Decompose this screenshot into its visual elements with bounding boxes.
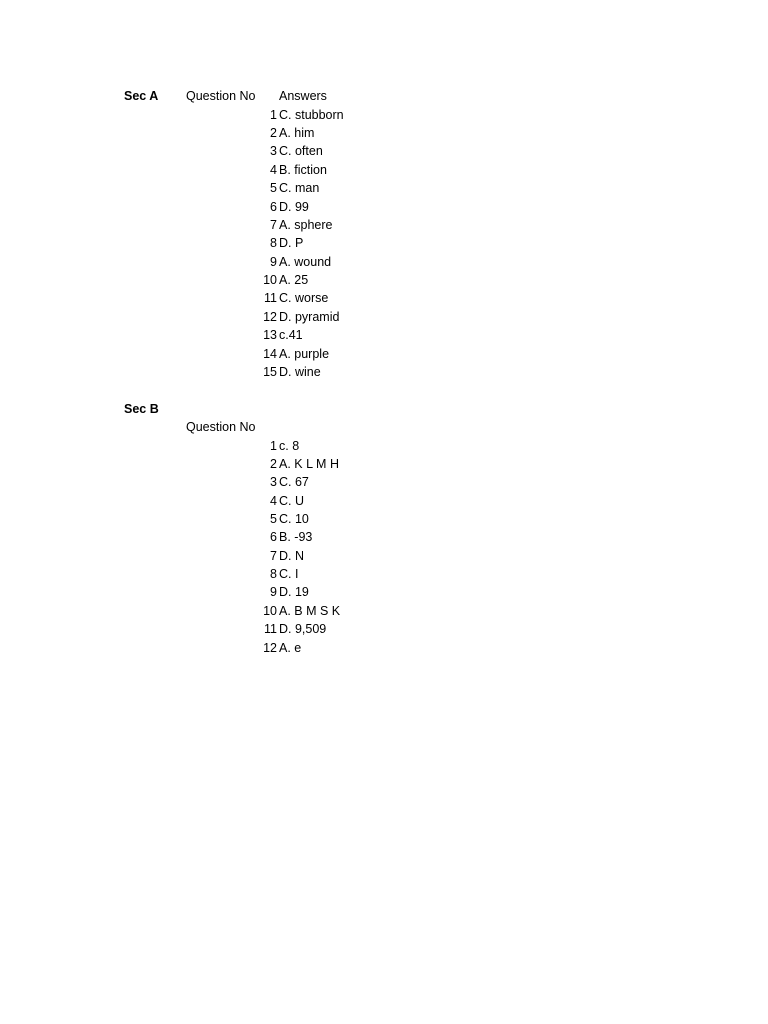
question-number: 2	[270, 126, 277, 140]
question-number: 9	[270, 585, 277, 599]
answer: C. I	[279, 567, 299, 581]
answer: C. U	[279, 494, 304, 508]
answer: D. 9,509	[279, 622, 327, 636]
question-number: 5	[270, 512, 277, 526]
table-row	[0, 253, 768, 271]
table-row	[0, 198, 768, 216]
table-row	[0, 216, 768, 234]
table-row	[0, 583, 768, 601]
answer: D. P	[279, 236, 304, 250]
table-row	[0, 602, 768, 620]
sec-b-header-row	[0, 400, 768, 418]
table-row	[0, 639, 768, 657]
question-number: 7	[270, 549, 277, 563]
question-number: 4	[270, 163, 277, 177]
question-number: 11	[264, 291, 277, 305]
answer: A. B M S K	[279, 604, 341, 618]
question-number: 13	[263, 328, 277, 342]
table-row	[0, 547, 768, 565]
answer: D. 19	[279, 585, 309, 599]
sec-a-question-no-header: Question No	[186, 89, 256, 103]
question-number: 5	[270, 181, 277, 195]
answer: C. often	[279, 144, 323, 158]
question-number: 3	[270, 144, 277, 158]
table-row	[0, 124, 768, 142]
question-number: 10	[263, 273, 277, 287]
question-number: 1	[270, 439, 277, 453]
table-row	[0, 106, 768, 124]
table-row	[0, 455, 768, 473]
table-row	[0, 437, 768, 455]
answer: D. wine	[279, 365, 321, 379]
answer: D. N	[279, 549, 304, 563]
sec-a-header-row	[0, 87, 768, 105]
table-row	[0, 620, 768, 638]
question-number: 10	[263, 604, 277, 618]
table-row	[0, 161, 768, 179]
answer: C. man	[279, 181, 320, 195]
question-number: 8	[270, 236, 277, 250]
question-number: 8	[270, 567, 277, 581]
answer: C. 67	[279, 475, 309, 489]
sec-b-label: Sec B	[124, 402, 159, 416]
table-row	[0, 565, 768, 583]
question-number: 9	[270, 255, 277, 269]
table-row	[0, 345, 768, 363]
question-number: 6	[270, 530, 277, 544]
answer: B. fiction	[279, 163, 327, 177]
question-number: 15	[263, 365, 277, 379]
table-row	[0, 289, 768, 307]
answer: c. 8	[279, 439, 300, 453]
answer: A. sphere	[279, 218, 333, 232]
table-row	[0, 510, 768, 528]
sec-b-subheader-row	[0, 418, 768, 436]
table-row	[0, 308, 768, 326]
question-number: 12	[263, 641, 277, 655]
question-number: 2	[270, 457, 277, 471]
table-row	[0, 179, 768, 197]
table-row	[0, 326, 768, 344]
answer: C. worse	[279, 291, 329, 305]
answer: D. pyramid	[279, 310, 340, 324]
answer: D. 99	[279, 200, 309, 214]
table-row	[0, 473, 768, 491]
answer: c.41	[279, 328, 303, 342]
question-number: 1	[270, 108, 277, 122]
answer: A. him	[279, 126, 315, 140]
answer: A. K L M H	[279, 457, 339, 471]
answer: A. e	[279, 641, 302, 655]
question-number: 3	[270, 475, 277, 489]
table-row	[0, 528, 768, 546]
question-number: 11	[264, 622, 277, 636]
question-number: 6	[270, 200, 277, 214]
answer: A. 25	[279, 273, 309, 287]
answer: A. purple	[279, 347, 330, 361]
question-number: 4	[270, 494, 277, 508]
table-row	[0, 142, 768, 160]
answer: B. -93	[279, 530, 313, 544]
question-number: 14	[263, 347, 277, 361]
sec-a-label: Sec A	[124, 89, 159, 103]
table-row	[0, 234, 768, 252]
table-row	[0, 271, 768, 289]
sec-b-question-no-header: Question No	[186, 420, 256, 434]
table-row	[0, 492, 768, 510]
sec-a-answers-header: Answers	[279, 89, 327, 103]
table-row	[0, 363, 768, 381]
question-number: 12	[263, 310, 277, 324]
answer: A. wound	[279, 255, 332, 269]
question-number: 7	[270, 218, 277, 232]
answer: C. stubborn	[279, 108, 344, 122]
answer: C. 10	[279, 512, 309, 526]
